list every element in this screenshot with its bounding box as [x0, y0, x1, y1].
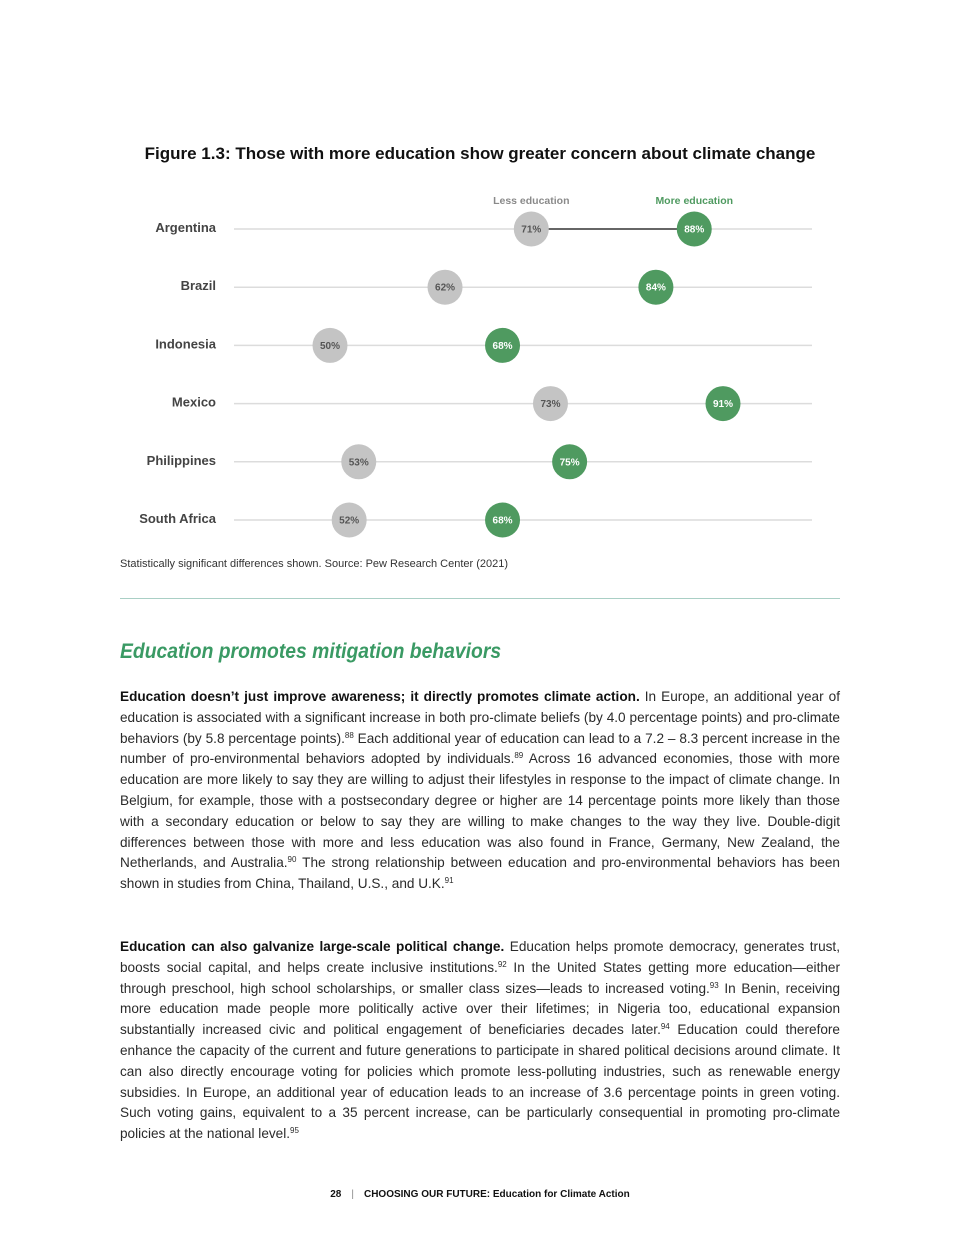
more-education-value-label: 75% — [559, 457, 580, 469]
paragraph-lead: Education can also galvanize large-scale political change. — [120, 939, 505, 954]
paragraph-text: In the United States getting more education—either through preschool, high school scholarships, or smaller class sizes—leads to increased voting. — [120, 959, 840, 996]
figure-title: Figure 1.3: Those with more education show greater concern about climate change — [144, 144, 816, 163]
footnote-ref[interactable]: 95 — [290, 1126, 299, 1136]
more-education-value-label: 68% — [492, 515, 513, 527]
section-divider — [120, 598, 840, 599]
footnote-ref[interactable]: 93 — [709, 980, 719, 990]
footnote-ref[interactable]: 90 — [287, 855, 297, 865]
legend-less-education: Less education — [493, 195, 570, 207]
paragraph-text: In Benin, receiving more education made people more politically active over their lifetimes; in Nigeria too, educational expansion substantially increased civic and political engagement of beneficiaries decades later. — [120, 980, 840, 1038]
paragraph-text: Education could therefore enhance the capacity of the current and future generations to participate in shared political decisions around climate. It can also directly encourage voting for policies which promote less-polluting industries, such as renewable energy subsidies. In Europe, an additional year of education leads to an increase of 3.6 percentage points in green voting. Such voting gains, equivalent to a 35 percent increase, can be particularly consequential in promoting pro-climate policies at the national level. — [120, 1022, 840, 1142]
section-heading: Education promotes mitigation behaviors — [120, 640, 502, 663]
footnote-ref[interactable]: 91 — [444, 876, 454, 886]
figure-source-note: Statistically significant differences shown. Source: Pew Research Center (2021) — [120, 558, 509, 570]
paragraph-awareness — [120, 687, 840, 895]
paragraph-text: Each additional year of education can lead to a 7.2 – 8.3 percent increase in the number of pro-environmental behaviors adopted by individuals. — [120, 730, 841, 767]
footnote-ref[interactable]: 88 — [344, 730, 354, 740]
paragraph-text: The strong relationship between education and pro-environmental behaviors has been shown in studies from China, Thailand, U.S., and U.K. — [120, 855, 840, 892]
footnote-ref[interactable]: 89 — [514, 751, 524, 761]
page-number: 28 — [330, 1189, 342, 1200]
paragraph-text: Education helps promote democracy, generates trust, boosts social capital, and helps create inclusive institutions. — [120, 939, 840, 975]
row-label: Brazil — [180, 278, 216, 294]
footnote-ref[interactable]: 94 — [660, 1022, 670, 1032]
less-education-value-label: 71% — [521, 224, 542, 236]
paragraph-text: Across 16 advanced economies, those with more education are more likely to say they are willing to adjust their lifestyles in response to the impact of climate change. In Belgium, for example, those with a postsecondary degree or higher are 14 percentage points more likely than those with a secondary education or below to say they are willing to make changes to the way they live. Double-digit differences between those with more and less education was also found in France, Germany, New Zealand, the Netherlands, and Australia. — [120, 751, 840, 871]
paragraph-text: In Europe, an additional year of education is associated with a significant increase in both pro-climate beliefs (by 4.0 percentage points) and pro-climate behaviors (by 5.8 percentage points). — [120, 689, 840, 746]
legend-more-education: More education — [655, 195, 734, 207]
less-education-value-label: 52% — [339, 515, 360, 527]
page-footer — [0, 1189, 960, 1200]
row-label: South Africa — [139, 511, 216, 526]
footer-separator: | — [351, 1189, 354, 1200]
less-education-value-label: 50% — [319, 340, 341, 352]
less-education-value-label: 53% — [348, 457, 369, 469]
more-education-value-label: 84% — [645, 282, 666, 294]
row-label: Argentina — [155, 220, 216, 235]
paragraph-political — [120, 937, 840, 1145]
more-education-value-label: 88% — [684, 224, 705, 236]
row-label: Mexico — [171, 394, 216, 410]
publication-title: CHOOSING OUR FUTURE: Education for Climate Action — [363, 1189, 630, 1200]
row-label: Philippines — [146, 452, 216, 468]
row-label: Indonesia — [155, 336, 216, 352]
more-education-value-label: 68% — [492, 340, 513, 352]
less-education-value-label: 73% — [540, 399, 561, 411]
more-education-value-label: 91% — [712, 399, 734, 411]
paragraph-lead: Education doesn’t just improve awareness; it directly promotes climate action. — [120, 689, 640, 704]
dot-chart — [0, 0, 960, 560]
footnote-ref[interactable]: 92 — [497, 959, 507, 969]
less-education-value-label: 62% — [435, 282, 456, 294]
